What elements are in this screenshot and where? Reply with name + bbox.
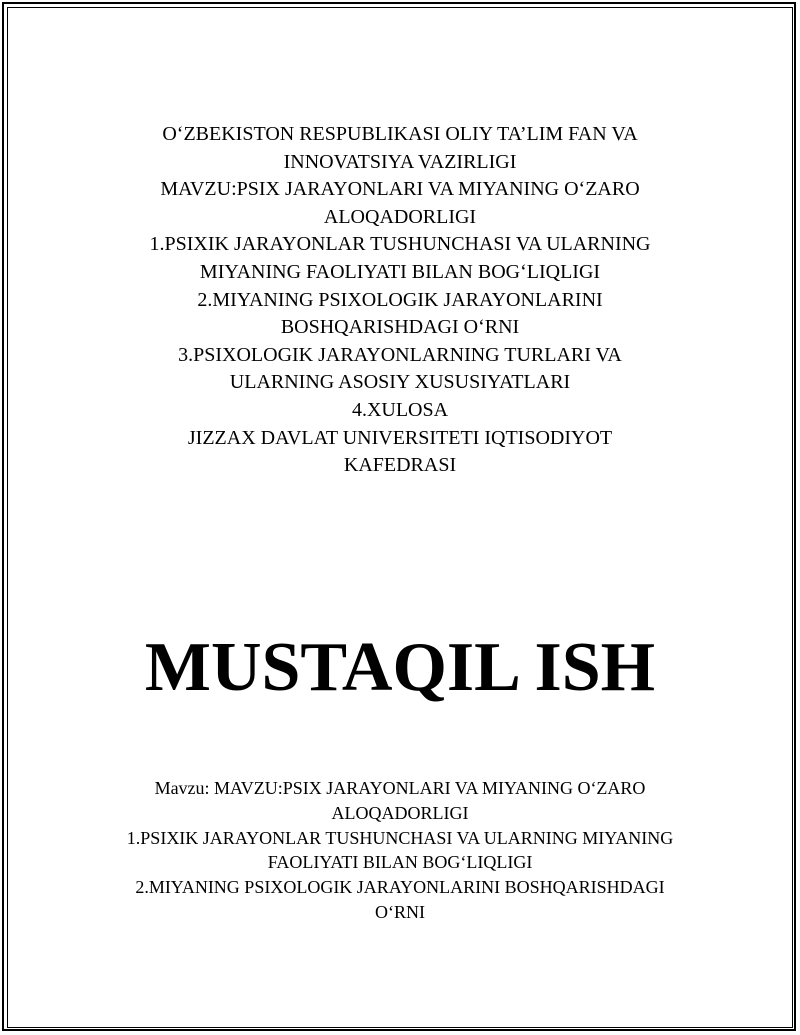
plan-item-3-line-1: 3.PSIXOLOGIK JARAYONLARNING TURLARI VA bbox=[178, 343, 622, 366]
topic-line-1: Mavzu: MAVZU:PSIX JARAYONLARI VA MIYANING O‘ZARO bbox=[154, 778, 646, 798]
university-line-1: JIZZAX DAVLAT UNIVERSITETI IQTISODIYOT bbox=[187, 426, 613, 449]
topic-line-2: ALOQADORLIGI bbox=[331, 802, 469, 823]
plan-item-1-line-1: 1.PSIXIK JARAYONLAR TUSHUNCHASI VA ULARNING bbox=[149, 233, 651, 256]
university-line-2: KAFEDRASI bbox=[343, 454, 457, 477]
plan-item-3-line-2: ULARNING ASOSIY XUSUSIYATLARI bbox=[229, 371, 571, 394]
subject-line-2: ALOQADORLIGI bbox=[323, 205, 477, 228]
topic-line-6: O‘RNI bbox=[375, 901, 425, 922]
plan-item-2-line-1: 2.MIYANING PSIXOLOGIK JARAYONLARINI bbox=[197, 288, 603, 311]
ministry-line-1: O‘ZBEKISTON RESPUBLIKASI OLIY TA’LIM FAN VA bbox=[162, 123, 638, 145]
subject-line-1: MAVZU:PSIX JARAYONLARI VA MIYANING O‘ZARO bbox=[160, 178, 640, 201]
plan-item-2-line-2: BOSHQARISHDAGI O‘RNI bbox=[280, 316, 520, 339]
header-block bbox=[100, 121, 700, 480]
topic-line-5: 2.MIYANING PSIXOLOGIK JARAYONLARINI BOSHQARISHDAGI bbox=[135, 877, 665, 898]
topic-line-4: FAOLIYATI BILAN BOG‘LIQLIGI bbox=[267, 852, 533, 873]
ministry-line-2: INNOVATSIYA VAZIRLIGI bbox=[283, 150, 517, 173]
document-title: MUSTAQIL ISH bbox=[144, 629, 656, 706]
topic-line-3: 1.PSIXIK JARAYONLAR TUSHUNCHASI VA ULARNING MIYANING bbox=[126, 827, 674, 848]
plan-item-1-line-2: MIYANING FAOLIYATI BILAN BOG‘LIQLIGI bbox=[199, 260, 601, 283]
topic-block bbox=[80, 776, 720, 925]
plan-item-4: 4.XULOSA bbox=[351, 398, 449, 421]
